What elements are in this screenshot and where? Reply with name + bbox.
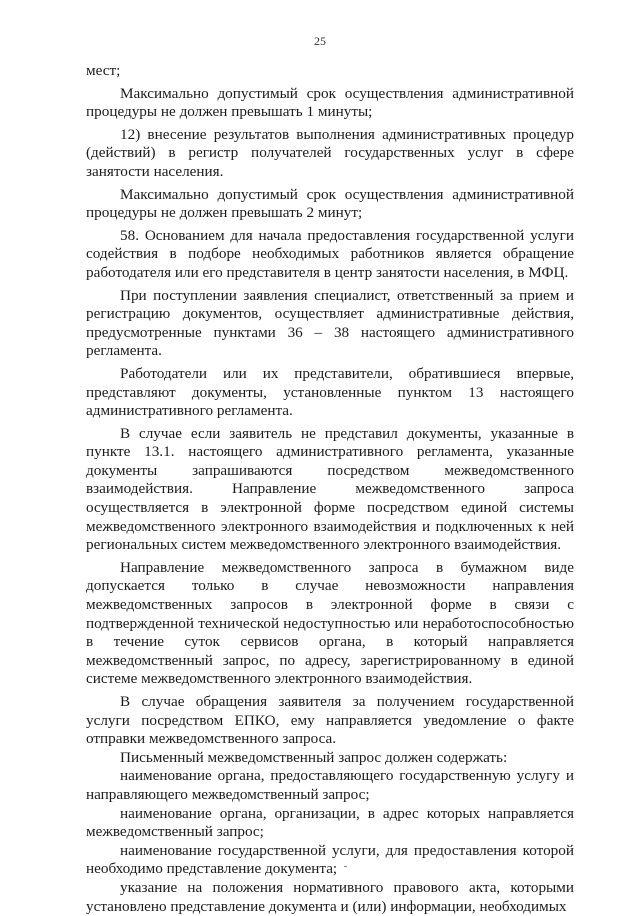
paragraph: Максимально допустимый срок осуществления административной процедуры не должен превышать 1 минуты; (86, 84, 574, 121)
paragraph: 58. Основанием для начала предоставления государственной услуги содействия в подборе необходимых работников является обращение работодателя или его представителя в центр занятости населения, в МФЦ. (86, 226, 574, 281)
paragraph: Направление межведомственного запроса в бумажном виде допускается только в случае невозможности направления межведомственных запросов в электронной форме в связи с подтвержденной технической недоступностью или неработоспособностью в течение суток сервисов органа, в который направляется межведомственный запрос, по адресу, зарегистрированному в единой системе межведомственного электронного взаимодействия. (86, 558, 574, 688)
paragraph: наименование органа, организации, в адрес которых направляется межведомственный запрос; (86, 804, 574, 841)
paragraph: Письменный межведомственный запрос должен содержать: (120, 748, 508, 766)
paragraph: наименование государственной услуги, для предоставления которой необходимо представление документа; (86, 841, 574, 878)
paragraph: При поступлении заявления специалист, ответственный за прием и регистрацию документов, осуществляет административные действия, предусмотренные пунктами 36 – 38 настоящего административного регламента. (86, 286, 574, 360)
paragraph: 12) внесение результатов выполнения административных процедур (действий) в регистр получателей государственных услуг в сфере занятости населения. (86, 125, 574, 180)
paragraph: указание на положения нормативного правового акта, которыми установлено представление документа и (или) информации, необходимых (86, 878, 574, 915)
page-number: 25 (314, 34, 326, 48)
paragraph: В случае обращения заявителя за получением государственной услуги посредством ЕПКО, ему направляется уведомление о факте отправки межведомственного запроса. (86, 693, 574, 748)
paragraph: мест; (86, 62, 121, 79)
scan-mark (344, 866, 347, 867)
paragraph: Работодатели или их представители, обратившиеся впервые, представляют документы, установленные пунктом 13 настоящего административного регламента. (86, 364, 574, 420)
paragraph: Максимально допустимый срок осуществления административной процедуры не должен превышать 2 минут; (86, 185, 574, 222)
paragraph: наименование органа, предоставляющего государственную услугу и направляющего межведомственный запрос; (86, 767, 574, 803)
document-body (86, 62, 574, 916)
paragraph: В случае если заявитель не представил документы, указанные в пункте 13.1. настоящего административного регламента, указанные документы запрашиваются посредством межведомственного взаимодействия. Направление межведомственного запроса осуществляется в электронной форме посредством единой системы межведомственного электронного взаимодействия и подключенных к ней региональных систем межведомственного электронного взаимодействия. (86, 424, 574, 554)
